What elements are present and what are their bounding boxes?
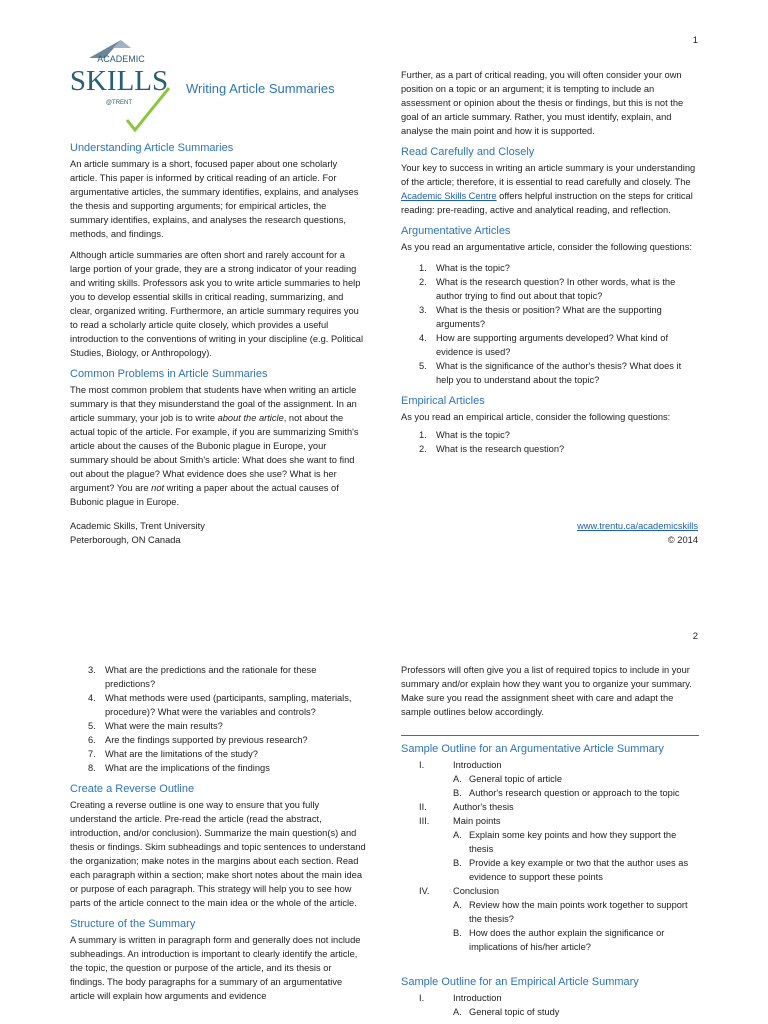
paragraph-critical-reading: Further, as a part of critical reading, you will often consider your own position on a topic or an argument; it is tempting to include an assessment or opinion about the thesis or findings, but this is not the goal of an article summary. Rather, you must identify, explain, and analyse the main point and how it is supported. <box>401 70 684 136</box>
page1-right-column <box>401 68 699 463</box>
heading-understanding: Understanding Article Summaries <box>70 142 234 154</box>
list-item-text: How are supporting arguments developed? What kind of evidence is used? <box>436 333 669 357</box>
argumentative-outline <box>401 758 699 954</box>
footer-url-link[interactable]: www.trentu.ca/academicskills <box>577 521 698 531</box>
list-item <box>401 303 699 331</box>
page2-left-column <box>70 663 366 1010</box>
outline-item <box>401 758 699 772</box>
heading-argumentative-outline: Sample Outline for an Argumentative Article Summary <box>401 743 664 755</box>
list-item <box>70 663 366 691</box>
paragraph-professors: Professors will often give you a list of required topics to include in your summary and/or explain how they want you to organize your summary. Make sure you read the assignment sheet with care and adapt the sample outlines below accordingly. <box>401 665 692 717</box>
list-item <box>70 691 366 719</box>
logo-line-1: ACADEMIC <box>97 54 145 64</box>
list-item <box>70 747 366 761</box>
paragraph-structure: A summary is written in paragraph form and generally does not include subheadings. An introduction is important to clearly identify the article, the topic, the question or purpose of the article, and its thesis or findings. The body paragraphs for a summary of an argumentative article will explain how arguments and evidence <box>70 935 361 1001</box>
outline-item <box>401 884 699 898</box>
list-item-text: What is the topic? <box>436 263 510 273</box>
list-item-number: 2. <box>419 277 427 287</box>
list-item-text: What is the research question? <box>436 444 565 454</box>
list-item <box>70 761 366 775</box>
list-item-number: 5. <box>88 721 96 731</box>
outline-text: Provide a key example or two that the author uses as evidence to support these points <box>469 858 689 882</box>
academic-skills-centre-link[interactable]: Academic Skills Centre <box>401 191 497 201</box>
outline-item <box>401 800 699 814</box>
heading-read-carefully: Read Carefully and Closely <box>401 146 535 158</box>
logo-line-2: SKILLS <box>69 65 169 97</box>
paragraph-read-carefully: Your key to success in writing an article summary is your understanding of the article; therefore, it is essential to read carefully and closely. The Academic Skills Centre offers helpful instruction on the steps for critical reading: pre-reading, active and analytical reading, and reflection. <box>401 163 696 215</box>
footer-org: Academic Skills, Trent University <box>70 521 205 531</box>
list-item-number: 6. <box>88 735 96 745</box>
outline-marker: A. <box>453 830 462 840</box>
footer-left <box>70 519 205 547</box>
list-item-number: 4. <box>88 693 96 703</box>
outline-text: Author's thesis <box>453 802 514 812</box>
footer-right <box>577 519 698 547</box>
outline-text: Review how the main points work together to support the thesis? <box>469 900 688 924</box>
section-divider <box>401 735 699 736</box>
list-item-text: What are the implications of the findings <box>105 763 270 773</box>
empirical-questions-list-continued <box>70 663 366 775</box>
heading-reverse-outline: Create a Reverse Outline <box>70 783 195 795</box>
page1-left-column <box>70 141 366 516</box>
outline-marker: IV. <box>419 886 430 896</box>
list-item-number: 3. <box>419 305 427 315</box>
list-item-text: Are the findings supported by previous research? <box>105 735 308 745</box>
outline-item <box>401 786 699 800</box>
outline-marker: A. <box>453 1007 462 1017</box>
outline-text: Author's research question or approach to the topic <box>469 788 680 798</box>
heading-common-problems: Common Problems in Article Summaries <box>70 368 268 380</box>
paragraph-empirical: As you read an empirical article, consider the following questions: <box>401 412 671 422</box>
outline-text: Conclusion <box>453 886 499 896</box>
list-item-number: 4. <box>419 333 427 343</box>
list-item <box>401 331 699 359</box>
logo-line-3: @TRENT <box>105 100 133 106</box>
list-item-text: What is the topic? <box>436 430 510 440</box>
outline-marker: B. <box>453 928 462 938</box>
page2-right-column <box>401 663 699 1019</box>
outline-marker: II. <box>419 802 427 812</box>
logo-graphic <box>69 36 173 136</box>
list-item-number: 7. <box>88 749 96 759</box>
list-item-number: 1. <box>419 263 427 273</box>
outline-text: General topic of study <box>469 1007 560 1017</box>
document-title: Writing Article Summaries <box>186 81 335 96</box>
outline-item <box>401 1005 699 1019</box>
heading-structure: Structure of the Summary <box>70 918 196 930</box>
outline-text: How does the author explain the significance or implications of his/her article? <box>469 928 665 952</box>
outline-marker: A. <box>453 774 462 784</box>
page-number: 1 <box>692 35 698 46</box>
list-item <box>401 261 699 275</box>
outline-marker: I. <box>419 993 425 1003</box>
list-item-text: What are the predictions and the rationale for these predictions? <box>105 665 317 689</box>
outline-text: Main points <box>453 816 501 826</box>
outline-marker: B. <box>453 788 462 798</box>
paragraph-grade: Although article summaries are often short and rarely account for a large portion of your grade, they are a strong indicator of your reading and writing skills. Professors ask you to write article summaries to help you to develop essential skills in critical reading, summarizing, and clear, organized writing. Furthermore, an article summary requires you to read a scholarly article quite closely, which provides a useful introduction to the conventions of writing in your discipline (e.g. Political Studies, Biology, or Anthropology). <box>70 250 364 358</box>
outline-item <box>401 814 699 828</box>
list-item <box>401 275 699 303</box>
outline-text: Introduction <box>453 993 502 1003</box>
outline-marker: III. <box>419 816 430 826</box>
outline-item <box>401 991 699 1005</box>
paragraph-common-problems: The most common problem that students have when writing an article summary is that they misunderstand the goal of the assignment. In an article summary, your job is to write about the article, not about the actual topic of the article. For example, if you are summarizing Smith's article about the causes of the Bubonic plague in Europe, your summary should be about Smith's article: What does she want to find out about the plague? What evidence does she use? What is her argument? You are not writing a paper about the actual causes of Bubonic plague in Europe. <box>70 385 359 507</box>
list-item-number: 3. <box>88 665 96 675</box>
list-item-text: What are the limitations of the study? <box>105 749 258 759</box>
page-number: 2 <box>692 631 698 642</box>
list-item-number: 1. <box>419 430 427 440</box>
footer-city: Peterborough, ON Canada <box>70 535 181 545</box>
list-item-text: What is the significance of the author's thesis? What does it help you to understand about the topic? <box>436 361 682 385</box>
list-item-number: 5. <box>419 361 427 371</box>
paragraph-reverse-outline: Creating a reverse outline is one way to ensure that you fully understand the article. Pre-read the article (read the abstract, introduction, and/or conclusion). Summarize the main question(s) and thesis or findings. Skim subheadings and topic sentences to understand the organization; make notes in the margins about each section. Read each paragraph within a section; make short notes about the main idea or purpose of each paragraph. This strategy will help you to see how parts of the article connect to the main idea or the whole of the article. <box>70 800 366 908</box>
paragraph-intro: An article summary is a short, focused paper about one scholarly article. This paper is informed by critical reading of an article. For argumentative articles, the summary identifies, explains, and analyses the thesis and supporting arguments; for empirical articles, the summary identifies, explains, and analyses the research questions, methods, and findings. <box>70 159 359 239</box>
list-item-text: What is the research question? In other words, what is the author trying to find out about that topic? <box>436 277 676 301</box>
list-item <box>401 359 699 387</box>
list-item-text: What is the thesis or position? What are the supporting arguments? <box>436 305 662 329</box>
footer-copyright: © 2014 <box>667 535 698 545</box>
outline-item <box>401 856 699 884</box>
outline-marker: B. <box>453 858 462 868</box>
list-item-text: What methods were used (participants, sampling, materials, procedure)? What were the variables and controls? <box>105 693 352 717</box>
page-2 <box>0 578 768 1024</box>
outline-item <box>401 828 699 856</box>
heading-argumentative: Argumentative Articles <box>401 225 511 237</box>
outline-text: Explain some key points and how they support the thesis <box>469 830 677 854</box>
argumentative-questions-list <box>401 261 699 387</box>
empirical-outline <box>401 991 699 1019</box>
outline-text: Introduction <box>453 760 502 770</box>
paragraph-argumentative: As you read an argumentative article, consider the following questions: <box>401 242 692 252</box>
list-item-text: What were the main results? <box>105 721 223 731</box>
academic-skills-logo <box>69 36 173 136</box>
outline-text: General topic of article <box>469 774 563 784</box>
outline-marker: I. <box>419 760 425 770</box>
list-item-number: 8. <box>88 763 96 773</box>
outline-item <box>401 772 699 786</box>
list-item <box>70 733 366 747</box>
heading-empirical: Empirical Articles <box>401 395 485 407</box>
outline-item <box>401 926 699 954</box>
outline-marker: A. <box>453 900 462 910</box>
empirical-questions-list <box>401 428 699 456</box>
list-item <box>401 442 699 456</box>
heading-empirical-outline: Sample Outline for an Empirical Article Summary <box>401 976 639 988</box>
list-item-number: 2. <box>419 444 427 454</box>
outline-item <box>401 898 699 926</box>
list-item <box>401 428 699 442</box>
list-item <box>70 719 366 733</box>
